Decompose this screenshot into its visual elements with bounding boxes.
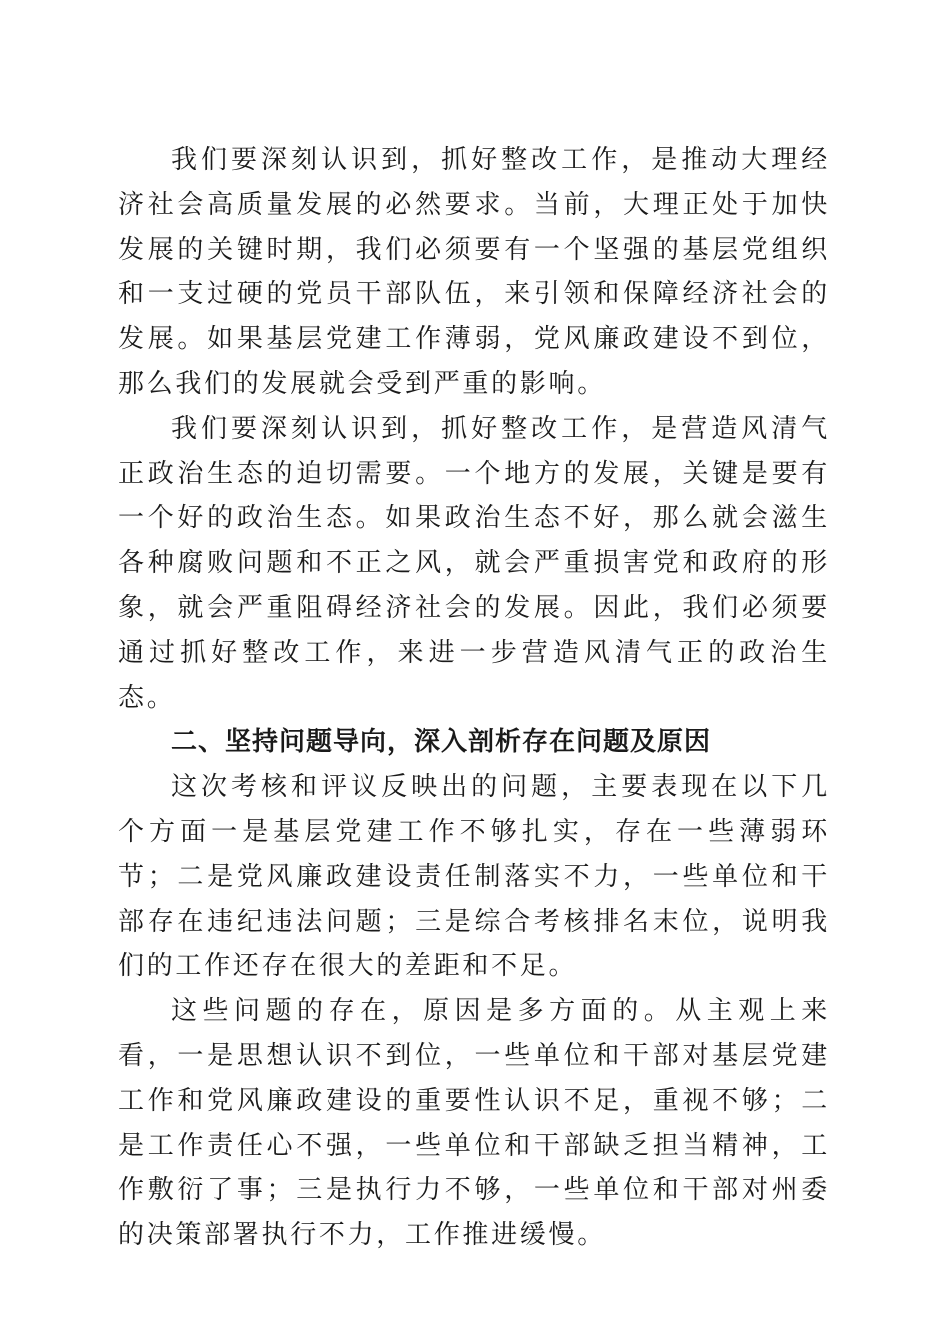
paragraph-causes: 这些问题的存在，原因是多方面的。从主观上来看，一是思想认识不到位，一些单位和干部对基层党建工作和党风廉政建设的重要性认识不足，重视不够；二是工作责任心不强，一些单位和干部缺乏担当精神，工作敷衍了事；三是执行力不够，一些单位和干部对州委的决策部署执行不力，工作推进缓慢。 — [118, 996, 830, 1251]
paragraph-problems: 这次考核和评议反映出的问题，主要表现在以下几个方面一是基层党建工作不够扎实，存在一些薄弱环节；二是党风廉政建设责任制落实不力，一些单位和干部存在违纪违法问题；三是综合考核排名末位，说明我们的工作还存在很大的差距和不足。 — [118, 772, 830, 982]
section-heading: 二、坚持问题导向，深入剖析存在问题及原因 — [171, 727, 712, 758]
paragraph-development-requirement: 我们要深刻认识到，抓好整改工作，是推动大理经济社会高质量发展的必然要求。当前，大理正处于加快发展的关键时期，我们必须要有一个坚强的基层党组织和一支过硬的党员干部队伍，来引领和保障经济社会的发展。如果基层党建工作薄弱，党风廉政建设不到位，那么我们的发展就会受到严重的影响。 — [118, 145, 830, 399]
paragraph-political-ecology: 我们要深刻认识到，抓好整改工作，是营造风清气正政治生态的迫切需要。一个地方的发展，关键是要有一个好的政治生态。如果政治生态不好，那么就会滋生各种腐败问题和不正之风，就会严重损害党和政府的形象，就会严重阻碍经济社会的发展。因此，我们必须要通过抓好整改工作，来进一步营造风清气正的政治生态。 — [118, 413, 830, 713]
document-body — [118, 138, 830, 1258]
